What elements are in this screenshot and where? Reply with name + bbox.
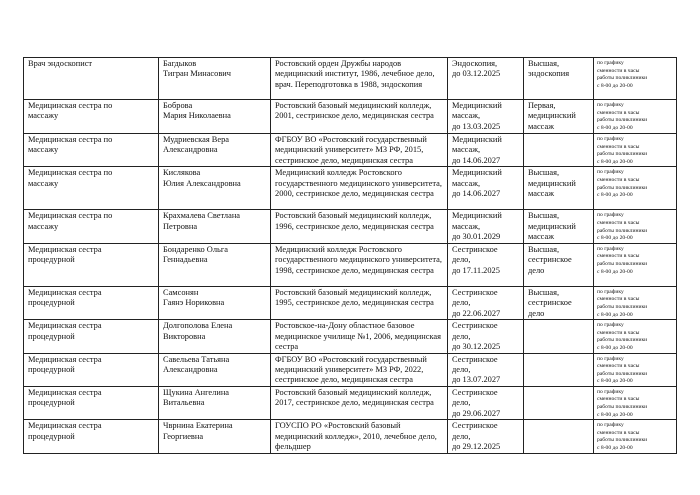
- name-cell: Боброва Мария Николаевна: [159, 100, 271, 134]
- table-row: [24, 353, 677, 386]
- position-cell: Медицинская сестра процедурной: [24, 420, 159, 454]
- category-cell: Высшая, сестринское дело: [524, 243, 594, 286]
- position-cell: Врач эндоскопист: [24, 58, 159, 100]
- schedule-cell: по графику сменности в часы работы поликлиники с 8-00 до 20-00: [594, 286, 677, 319]
- certificate-cell: Сестринское дело, до 29.06.2027: [448, 386, 524, 419]
- education-cell: Ростовский базовый медицинский колледж, 2017, сестринское дело, медицинская сестра: [271, 386, 448, 419]
- schedule-cell: по графику сменности в часы работы поликлиники с 8-00 до 20-00: [594, 353, 677, 386]
- schedule-cell: по графику сменности в часы работы поликлиники с 8-00 до 20-00: [594, 100, 677, 134]
- education-cell: Медицинский колледж Ростовского государственного медицинского университета, 2000, сестринское дело, медицинская сестра: [271, 167, 448, 210]
- certificate-cell: Сестринское дело, до 30.12.2025: [448, 320, 524, 353]
- name-cell: Багдыков Тигран Минасович: [159, 58, 271, 100]
- table-row: [24, 420, 677, 454]
- category-cell: [524, 134, 594, 167]
- staff-table-body: [24, 58, 677, 454]
- name-cell: Крахмалева Светлана Петровна: [159, 210, 271, 243]
- certificate-cell: Сестринское дело, до 13.07.2027: [448, 353, 524, 386]
- category-cell: [524, 353, 594, 386]
- table-row: [24, 320, 677, 353]
- position-cell: Медицинская сестра по массажу: [24, 100, 159, 134]
- schedule-cell: по графику сменности в часы работы поликлиники с 8-00 до 20-00: [594, 243, 677, 286]
- position-cell: Медицинская сестра процедурной: [24, 286, 159, 319]
- certificate-cell: Сестринское дело, до 29.12.2025: [448, 420, 524, 454]
- schedule-cell: по графику сменности в часы работы поликлиники с 8-00 до 20-00: [594, 420, 677, 454]
- name-cell: Самсонян Гаянэ Нориковна: [159, 286, 271, 319]
- education-cell: ФГБОУ ВО «Ростовский государственный медицинский университет» МЗ РФ, 2022, сестринское дело, медицинская сестра: [271, 353, 448, 386]
- position-cell: Медицинская сестра по массажу: [24, 210, 159, 243]
- name-cell: Савельева Татьяна Александровна: [159, 353, 271, 386]
- education-cell: Ростовский орден Дружбы народов медицинский институт, 1986, лечебное дело, врач. Переподготовка в 1988, эндоскопия: [271, 58, 448, 100]
- position-cell: Медицинская сестра по массажу: [24, 134, 159, 167]
- category-cell: Высшая, сестринское дело: [524, 286, 594, 319]
- table-row: [24, 210, 677, 243]
- category-cell: [524, 420, 594, 454]
- name-cell: Кислякова Юлия Александровна: [159, 167, 271, 210]
- education-cell: Ростовское-на-Дону областное базовое медицинское училище №1, 2006, медицинская сестра: [271, 320, 448, 353]
- education-cell: Медицинский колледж Ростовского государственного медицинского университета, 1998, сестринское дело, медицинская сестра: [271, 243, 448, 286]
- category-cell: Высшая, эндоскопия: [524, 58, 594, 100]
- certificate-cell: Медицинский массаж, до 14.06.2027: [448, 167, 524, 210]
- name-cell: Щукина Ангелина Витальевна: [159, 386, 271, 419]
- position-cell: Медицинская сестра процедурной: [24, 386, 159, 419]
- position-cell: Медицинская сестра по массажу: [24, 167, 159, 210]
- table-row: [24, 386, 677, 419]
- table-row: [24, 58, 677, 100]
- name-cell: Бондаренко Ольга Геннадьевна: [159, 243, 271, 286]
- position-cell: Медицинская сестра процедурной: [24, 353, 159, 386]
- table-row: [24, 100, 677, 134]
- education-cell: Ростовский базовый медицинский колледж, 1995, сестринское дело, медицинская сестра: [271, 286, 448, 319]
- schedule-cell: по графику сменности в часы работы поликлиники с 8-00 до 20-00: [594, 210, 677, 243]
- category-cell: Первая, медицинский массаж: [524, 100, 594, 134]
- certificate-cell: Медицинский массаж, до 13.03.2025: [448, 100, 524, 134]
- name-cell: Мудриевская Вера Александровна: [159, 134, 271, 167]
- certificate-cell: Сестринское дело, до 17.11.2025: [448, 243, 524, 286]
- schedule-cell: по графику сменности в часы работы поликлиники с 8-00 до 20-00: [594, 386, 677, 419]
- category-cell: Высшая, медицинский массаж: [524, 167, 594, 210]
- education-cell: Ростовский базовый медицинский колледж, 2001, сестринское дело, медицинская сестра: [271, 100, 448, 134]
- table-row: [24, 243, 677, 286]
- education-cell: ГОУСПО РО «Ростовский базовый медицинский колледж», 2010, лечебное дело, фельдшер: [271, 420, 448, 454]
- certificate-cell: Медицинский массаж, до 30.01.2029: [448, 210, 524, 243]
- category-cell: Высшая, медицинский массаж: [524, 210, 594, 243]
- table-row: [24, 134, 677, 167]
- category-cell: [524, 320, 594, 353]
- certificate-cell: Сестринское дело, до 22.06.2027: [448, 286, 524, 319]
- table-row: [24, 167, 677, 210]
- schedule-cell: по графику сменности в часы работы поликлиники с 8-00 до 20-00: [594, 58, 677, 100]
- position-cell: Медицинская сестра процедурной: [24, 320, 159, 353]
- category-cell: [524, 386, 594, 419]
- schedule-cell: по графику сменности в часы работы поликлиники с 8-00 до 20-00: [594, 134, 677, 167]
- staff-table: [23, 57, 677, 454]
- education-cell: Ростовский базовый медицинский колледж, 1996, сестринское дело, медицинская сестра: [271, 210, 448, 243]
- name-cell: Чврнина Екатерина Георгиевна: [159, 420, 271, 454]
- certificate-cell: Медицинский массаж, до 14.06.2027: [448, 134, 524, 167]
- certificate-cell: Эндоскопия, до 03.12.2025: [448, 58, 524, 100]
- education-cell: ФГБОУ ВО «Ростовский государственный медицинский университет» МЗ РФ, 2015, сестринское дело, медицинская сестра: [271, 134, 448, 167]
- table-row: [24, 286, 677, 319]
- position-cell: Медицинская сестра процедурной: [24, 243, 159, 286]
- name-cell: Долгополова Елена Викторовна: [159, 320, 271, 353]
- schedule-cell: по графику сменности в часы работы поликлиники с 8-00 до 20-00: [594, 167, 677, 210]
- schedule-cell: по графику сменности в часы работы поликлиники с 8-00 до 20-00: [594, 320, 677, 353]
